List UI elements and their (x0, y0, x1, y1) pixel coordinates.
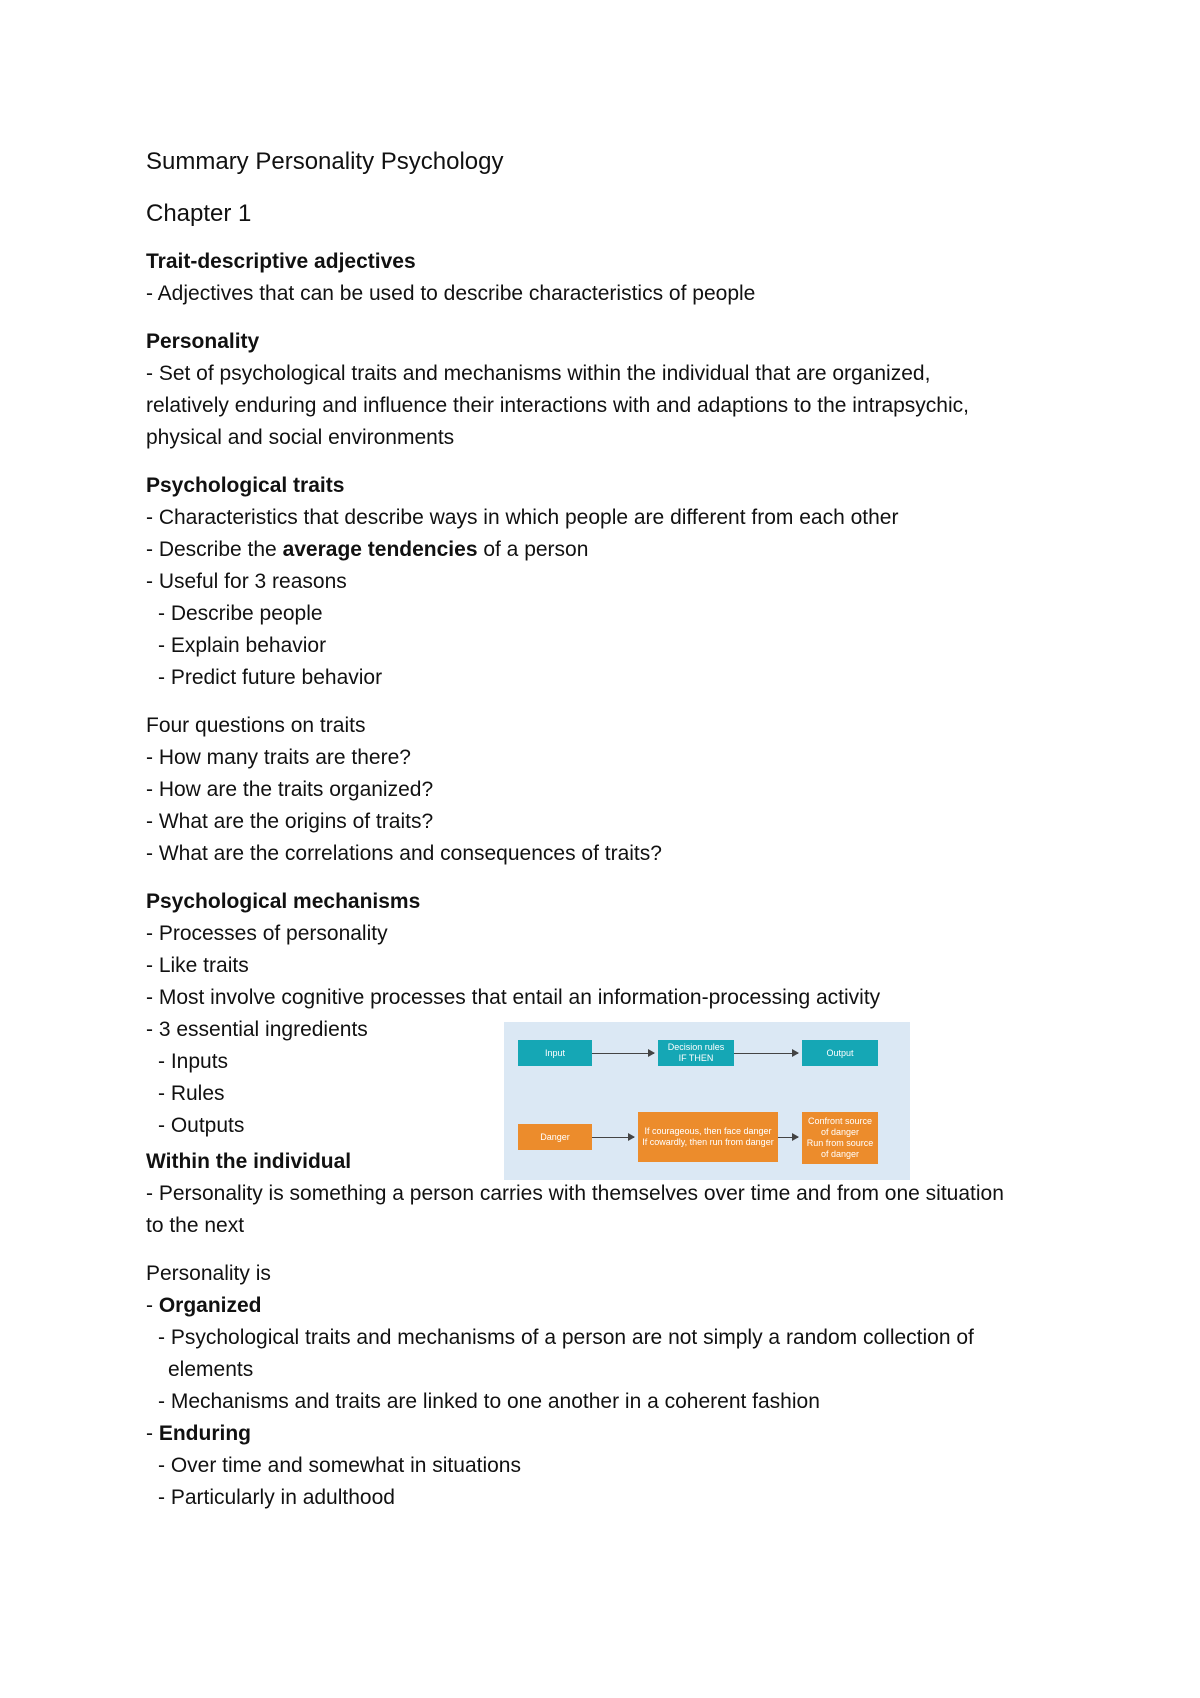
text-span: of a person (477, 538, 589, 561)
bullet-line: - Set of psychological traits and mechanisms within the individual that are organized, (146, 362, 931, 385)
diagram-label: If cowardly, then run from danger (642, 1137, 774, 1147)
diagram-label: Danger (540, 1131, 570, 1142)
section-heading: Within the individual (146, 1150, 352, 1173)
section-heading: Four questions on traits (146, 714, 366, 737)
bullet-line: - What are the correlations and consequences of traits? (146, 842, 662, 865)
diagram-ifthen-box (638, 1112, 778, 1162)
diagram-label: of danger (820, 1149, 860, 1159)
sub-bullet-line: - Explain behavior (158, 634, 327, 657)
section-heading: Trait-descriptive adjectives (146, 250, 416, 273)
diagram-label: IF THEN (678, 1053, 714, 1063)
diagram-input-box (518, 1040, 592, 1066)
sub-bullet-line: - Predict future behavior (158, 666, 383, 689)
chapter-heading: Chapter 1 (146, 200, 252, 227)
section-heading: Personality (146, 330, 260, 353)
diagram-danger-box (518, 1124, 592, 1150)
diagram-label: Run from source (806, 1138, 874, 1148)
sub-bullet-line: - Rules (158, 1082, 225, 1105)
sub-bullet-line: - Particularly in adulthood (158, 1486, 395, 1509)
diagram-label: of danger (820, 1127, 860, 1137)
bullet-line: - Adjectives that can be used to describe characteristics of people (146, 282, 756, 305)
sub-bullet-line: - Psychological traits and mechanisms of a person are not simply a random collection of (158, 1326, 974, 1349)
sub-bullet-line: - Over time and somewhat in situations (158, 1454, 521, 1477)
section-trait-adjectives (146, 246, 1086, 310)
bullet-line: - 3 essential ingredients (146, 1018, 368, 1041)
section-heading: Psychological traits (146, 474, 345, 497)
diagram-rules-box (658, 1040, 734, 1066)
bullet-line: - Useful for 3 reasons (146, 570, 347, 593)
diagram-label: Input (544, 1047, 566, 1058)
sub-bullet-line: - Inputs (158, 1050, 229, 1073)
sub-bullet-line: - Outputs (158, 1114, 245, 1137)
dash: - (146, 1294, 159, 1317)
diagram-label: If courageous, then face danger (644, 1126, 772, 1136)
text-span: - Describe the (146, 538, 283, 561)
text-line: relatively enduring and influence their interactions with and adaptions to the intrapsychic, (146, 394, 969, 417)
bullet-line (146, 1290, 1086, 1322)
dash: - (146, 1422, 159, 1445)
bullet-line: - Characteristics that describe ways in which people are different from each other (146, 506, 899, 529)
bullet-line (146, 534, 1086, 566)
bold-term: average tendencies (282, 538, 478, 561)
bullet-line: - Personality is something a person carries with themselves over time and from one situation (146, 1182, 1004, 1205)
diagram-output-box (802, 1040, 878, 1066)
sub-bullet-line: - Describe people (158, 602, 323, 625)
bullet-line (146, 1418, 1086, 1450)
diagram-arrow (592, 1053, 654, 1054)
bullet-line: - Most involve cognitive processes that entail an information-processing activity (146, 986, 881, 1009)
bold-term: Organized (158, 1294, 262, 1317)
sub-bullet-line: - Mechanisms and traits are linked to one another in a coherent fashion (158, 1390, 820, 1413)
mechanism-diagram (504, 1022, 910, 1180)
bullet-line: - How are the traits organized? (146, 778, 434, 801)
diagram-outcome-box (802, 1112, 878, 1164)
text-line: physical and social environments (146, 426, 455, 449)
section-heading: Personality is (146, 1262, 271, 1285)
diagram-arrow (592, 1137, 634, 1138)
section-four-questions (146, 710, 1086, 870)
diagram-arrow (778, 1137, 798, 1138)
section-heading: Psychological mechanisms (146, 890, 421, 913)
diagram-arrow (734, 1053, 798, 1054)
bullet-line: - How many traits are there? (146, 746, 411, 769)
document-page (146, 146, 1086, 1530)
bullet-line: - What are the origins of traits? (146, 810, 434, 833)
bullet-line: - Processes of personality (146, 922, 388, 945)
diagram-label: Decision rules (667, 1042, 725, 1052)
bold-term: Enduring (158, 1422, 251, 1445)
document-title: Summary Personality Psychology (146, 148, 504, 175)
section-personality (146, 326, 1086, 454)
section-psychological-traits (146, 470, 1086, 694)
bullet-line: - Like traits (146, 954, 249, 977)
text-line: elements (168, 1358, 254, 1381)
section-personality-is (146, 1258, 1086, 1514)
text-line: to the next (146, 1214, 245, 1237)
diagram-label: Output (826, 1047, 854, 1058)
diagram-label: Confront source (807, 1116, 873, 1126)
